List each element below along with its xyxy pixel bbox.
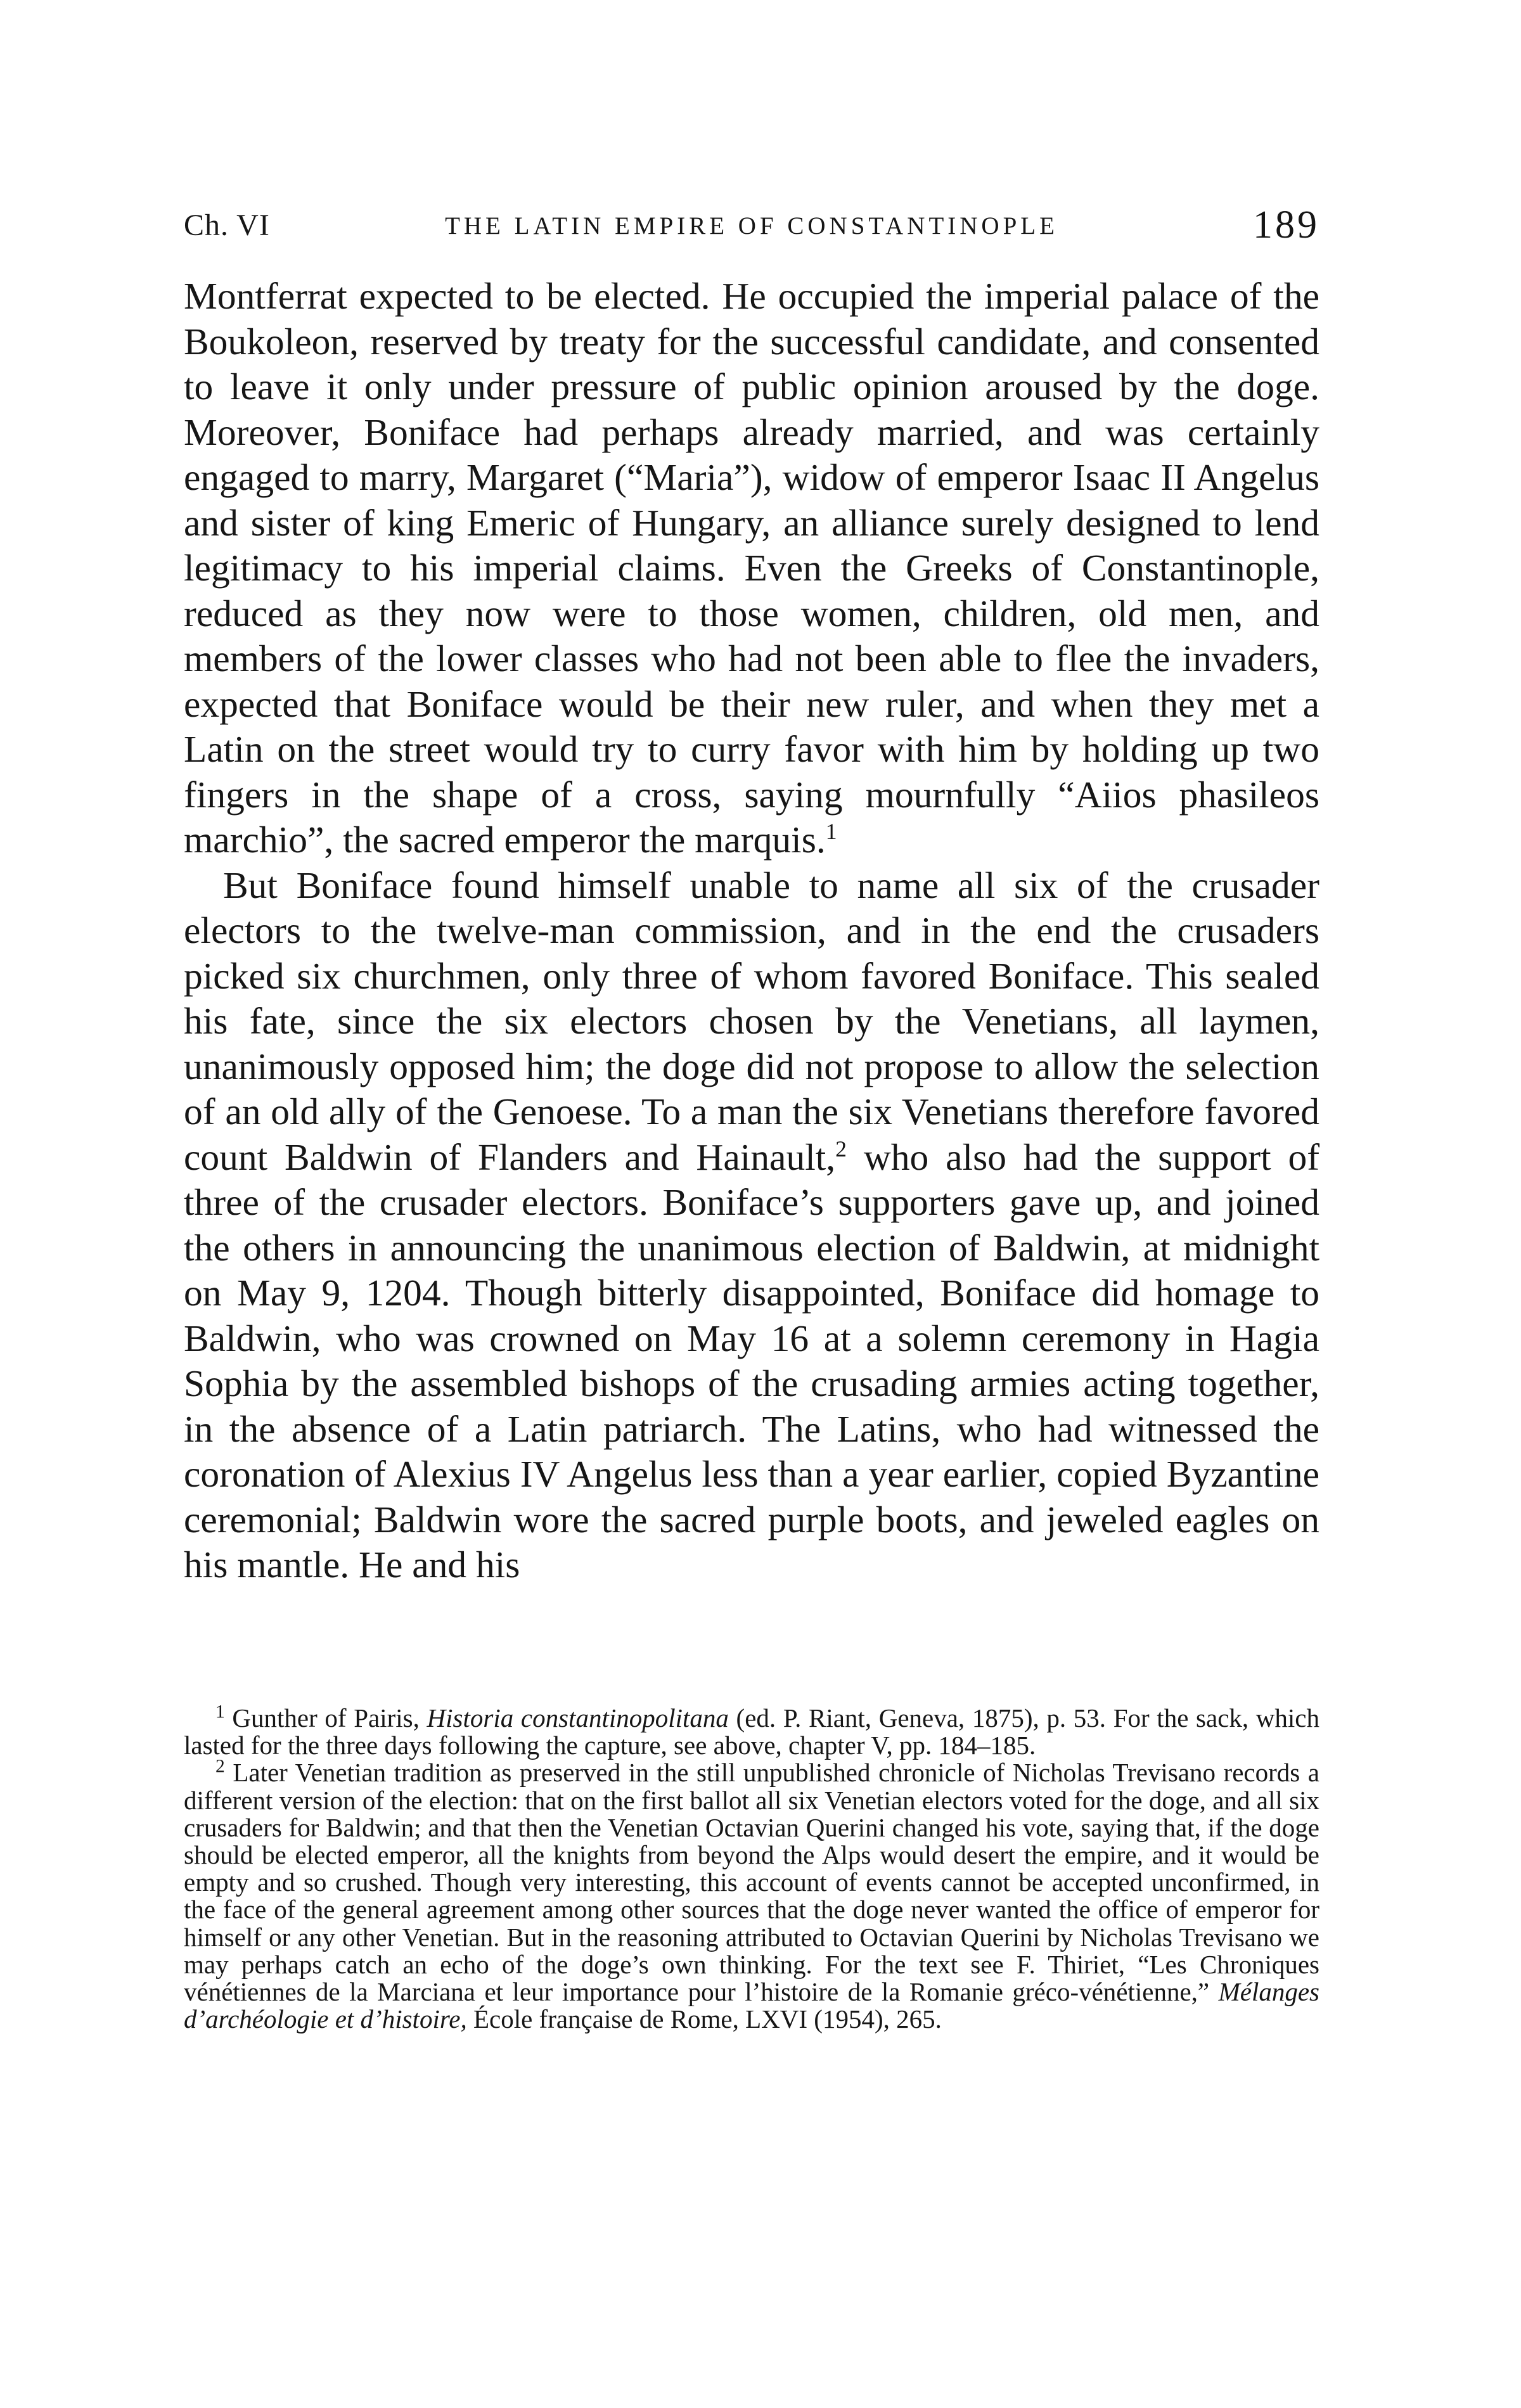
running-header [184, 203, 1319, 260]
footnote-2-journal: Mélanges d’archéologie et d’histoire, [184, 1977, 1319, 2034]
footnote-2-mark: 2 [215, 1756, 225, 1777]
footnote-1-text-a: Gunther of Pairis, [224, 1703, 427, 1732]
paragraph-2-text-a: But Boniface found himself unable to name all six of the crusader electors to the twelve-man commission, and in the end the crusaders picked six churchmen, only three of whom favored Boniface. This sealed his fate, since the six electors chosen by the Venetians, all laymen, unanimously opposed him; the doge did not propose to allow the selection of an old ally of the Genoese. To a man the six Venetians therefore favored count Baldwin of Flanders and Hainault, [184, 864, 1319, 1178]
footnote-1-mark: 1 [215, 1701, 225, 1722]
paragraph-2-text-b: who also had the support of three of the crusader electors. Boniface’s supporters gave up, and joined the others in announcing the unanimous election of Baldwin, at midnight on May 9, 1204. Though bitterly disappointed, Boniface did homage to Baldwin, who was crowned on May 16 at a solemn ceremony in Hagia Sophia by the assembled bishops of the crusading armies acting together, in the absence of a Latin patriarch. The Latins, who had witnessed the coronation of Alexius IV Angelus less than a year earlier, copied Byzantine ceremonial; Baldwin wore the sacred purple boots, and jeweled eagles on his mantle. He and his [184, 1136, 1320, 1585]
footnote-ref-2: 2 [835, 1136, 847, 1162]
footnote-1 [184, 1701, 1319, 1760]
paragraph-1-text: Montferrat expected to be elected. He occupied the imperial palace of the Boukoleon, reserved by treaty for the successful candidate, and consented to leave it only under pressure of public opinion aroused by the doge. Moreover, Boniface had perhaps already married, and was certainly engaged to marry, Margaret (“Maria”), widow of emperor Isaac II Angelus and sister of king Emeric of Hungary, an alliance surely designed to lend legitimacy to his imperial claims. Even the Greeks of Constantinople, reduced as they now were to those women, children, old men, and members of the lower classes who had not been able to flee the invaders, expected that Boniface would be their new ruler, and when they met a Latin on the street would try to curry favor with him by holding up two fingers in the shape of a cross, saying mournfully “Aiios phasileos marchio”, the sacred emperor the marquis. [184, 275, 1319, 861]
footnote-ref-1: 1 [825, 819, 837, 845]
footnote-2-text-a: Later Venetian tradition as preserved in the still unpublished chronicle of Nicholas Trevisano records a different version of the election: that on the first ballot all six Venetian electors voted for the doge, and all six crusaders for Baldwin; and that then the Venetian Octavian Querini changed his vote, saying that, if the doge should be elected emperor, all the knights from beyond the Alps would desert the empire, and it would be empty and so crushed. Though very interesting, this account of events cannot be accepted unconfirmed, in the face of the general agreement among other sources that the doge never wanted the office of emperor for himself or any other Venetian. But in the reasoning attributed to Octavian Querini by Nicholas Trevisano we may perhaps catch an echo of the doge’s own thinking. For the text see F. Thiriet, “Les Chroniques vénétiennes de la Marciana et leur importance pour l’histoire de la Romanie gréco-vénétienne,” [184, 1758, 1319, 2007]
footnote-2-text-b: École française de Rome, LXVI (1954), 265. [466, 2004, 942, 2034]
main-text [184, 274, 1319, 1588]
paragraph-1 [184, 274, 1319, 863]
footnotes [184, 1701, 1319, 2034]
paragraph-2 [184, 863, 1319, 1588]
footnote-1-text-b: (ed. P. Riant, Geneva, 1875), p. 53. For the sack, which lasted for the three days following the capture, see above, chapter V, pp. 184–185. [184, 1703, 1319, 1760]
chapter-label: Ch. VI [184, 208, 270, 242]
page-number: 189 [1253, 203, 1319, 247]
footnote-1-title: Historia constantinopolitana [427, 1703, 729, 1732]
running-title: THE LATIN EMPIRE OF CONSTANTINOPLE [445, 212, 1058, 240]
footnote-2 [184, 1756, 1319, 2034]
